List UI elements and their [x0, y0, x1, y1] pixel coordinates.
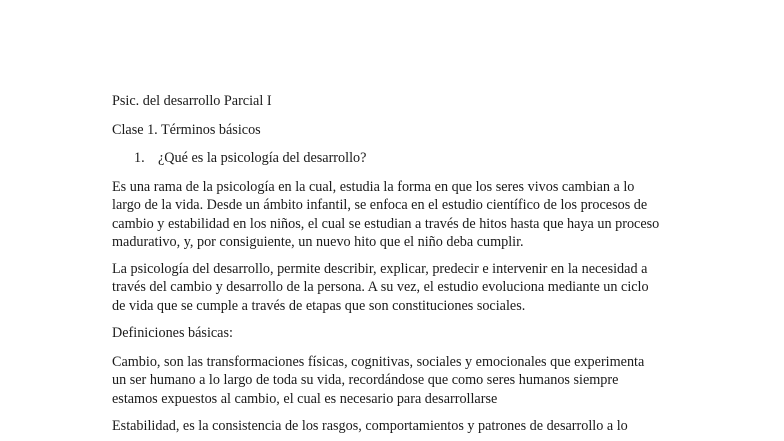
paragraph-line: La psicología del desarrollo, permite describir, explicar, predecir e intervenir en la necesidad a — [112, 261, 648, 277]
paragraph-purpose — [112, 260, 687, 315]
paragraph-line: madurativo, y, por consiguiente, un nuevo hito que el niño deba cumplir. — [112, 233, 524, 250]
document-title: Psic. del desarrollo Parcial I — [112, 93, 272, 109]
paragraph-definition — [112, 178, 687, 251]
list-question: ¿Qué es la psicología del desarrollo? — [158, 150, 367, 166]
definitions-heading: Definiciones básicas: — [112, 325, 233, 341]
paragraph-line: Estabilidad, es la consistencia de los rasgos, comportamientos y patrones de desarrollo a lo — [112, 418, 628, 434]
class-heading: Clase 1. Términos básicos — [112, 122, 261, 138]
paragraph-change — [112, 353, 687, 408]
paragraph-stability — [112, 417, 687, 435]
paragraph-line: Cambio, son las transformaciones físicas, cognitivas, sociales y emocionales que experimenta — [112, 354, 645, 370]
paragraph-line: través del cambio y desarrollo de la persona. A su vez, el estudio evoluciona mediante un ciclo — [112, 279, 649, 296]
paragraph-line: Es una rama de la psicología en la cual, estudia la forma en que los seres vivos cambian a lo — [112, 179, 635, 195]
paragraph-line: estamos expuestos al cambio, el cual es necesario para desarrollarse — [112, 390, 498, 407]
paragraph-line: un ser humano a lo largo de toda su vida, recordándose que como seres humanos siempre — [112, 372, 619, 389]
paragraph-line: cambio y estabilidad en los niños, el cual se estudian a través de hitos hasta que haya un proceso — [112, 215, 660, 232]
paragraph-line: largo de la vida. Desde un ámbito infantil, se enfoca en el estudio científico de los procesos de — [112, 197, 648, 214]
list-number: 1. — [134, 150, 145, 166]
paragraph-line: de vida que se cumple a través de etapas que son constituciones sociales. — [112, 297, 526, 314]
